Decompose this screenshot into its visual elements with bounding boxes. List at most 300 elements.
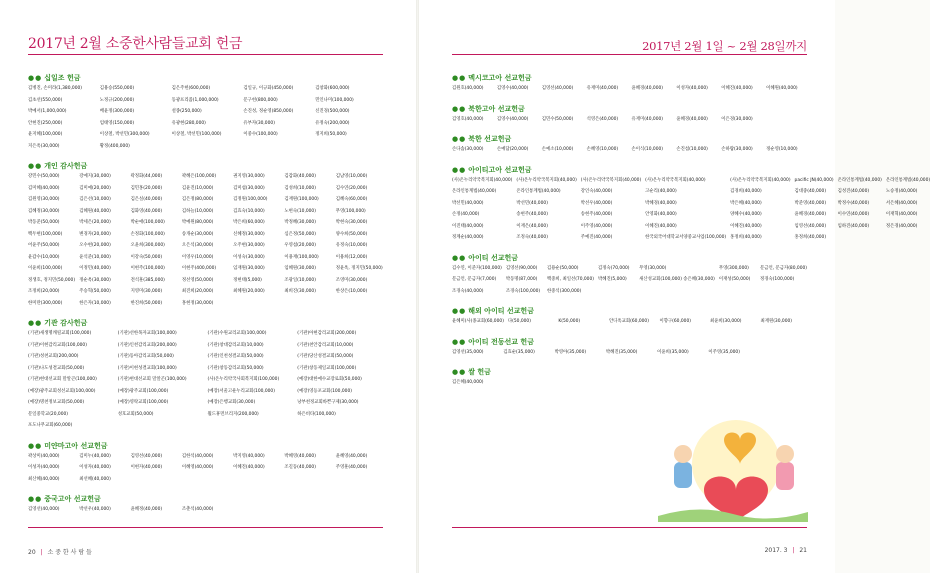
donor-entry: 김영호(40,000) <box>452 116 484 122</box>
donor-entry: 전석훈(385,000) <box>130 277 165 283</box>
donor-entry: 정현태(5,000) <box>233 277 262 283</box>
offering-section <box>452 306 807 328</box>
donor-entry: 손예담(20,000) <box>496 147 529 152</box>
donor-entry: 정생호, 정지민(50,000) <box>28 277 76 283</box>
donor-entry: 김미섭(30,000) <box>233 185 265 191</box>
donor-entry: 이혜영(40,000) <box>181 465 214 470</box>
donor-entry: 송개순(30,000) <box>181 231 214 237</box>
bullet-dots-icon: ●● <box>28 441 43 450</box>
donor-entry: 강예지(30,000) <box>79 174 111 179</box>
donor-entry: (기관)창대감리교회(10,000) <box>207 342 264 348</box>
donor-entry: 김용승(550,000) <box>99 86 135 91</box>
donor-entry: 이성자(40,000) <box>28 465 60 470</box>
section-heading <box>28 73 383 83</box>
donor-entry: 김대중(40,000) <box>794 189 827 194</box>
section-heading <box>452 367 807 377</box>
donor-entry: pacific JN(40,000) <box>794 177 834 183</box>
donor-entry: (기관)창동감리교회(50,000) <box>207 365 264 371</box>
donor-entry: K(50,000) <box>558 319 581 324</box>
donor-entry: 박세은(20,000) <box>79 220 111 225</box>
donor-entry: 박은혜(40,000) <box>730 200 762 206</box>
donor-entry: 박선민(40,000) <box>452 200 484 206</box>
donor-entry: 김은혜(40,000) <box>452 380 484 385</box>
donor-entry: 노정규(200,000) <box>99 97 135 103</box>
section-heading <box>452 337 807 347</box>
donor-entry: 양혜수(40,000) <box>730 212 762 217</box>
section-heading <box>28 318 383 328</box>
title-rule-right <box>452 54 807 55</box>
donor-entry: 무영(300,000) <box>718 265 749 271</box>
donor-entry: (사)온누리약국복지회(40,000) <box>580 177 642 183</box>
donor-entry: 박예원(80,000) <box>181 220 214 225</box>
donor-entry: 박동명(87,000) <box>505 277 538 282</box>
donor-entry: 민인나미(100,000) <box>315 97 354 103</box>
donor-entry: (기관)아현감리교회(200,000) <box>297 331 357 336</box>
offering-section <box>28 494 383 516</box>
donor-entry: (예장)명천정보교회(50,000) <box>28 400 85 405</box>
donor-entry: 김영선(40,000) <box>130 453 163 459</box>
donor-entry: 이혜진(40,000) <box>645 223 677 229</box>
donor-entry: (기관)이현감리교회(100,000) <box>28 342 87 348</box>
donor-entry: (사)온누리약국복지회(40,000) <box>452 177 513 183</box>
donor-entry: 이용재(100,000) <box>284 254 319 260</box>
donor-entry: 손다솜(30,000) <box>452 147 484 152</box>
donor-entry: 김영선(40,000) <box>541 86 574 91</box>
donor-entry: 노승정(40,000) <box>885 189 918 194</box>
donor-entry: 이주영(40,000) <box>580 223 613 229</box>
donor-entry: (사)온누리약국사회복지회(100,000) <box>207 377 280 382</box>
donor-entry: 김창화(600,000) <box>315 86 350 91</box>
donor-entry: 홍정희(40,000) <box>730 235 762 240</box>
donor-entry: 임하진(40,000) <box>837 223 870 229</box>
donor-grid <box>452 263 807 298</box>
footer-right: 2017. 3 | 21 <box>764 547 807 554</box>
date-range-title: 2017년 2월 1일 ~ 2월 28일까지 <box>642 39 807 53</box>
donor-entry: 정경숙(100,000) <box>759 277 795 282</box>
donor-grid <box>28 83 383 152</box>
donor-entry: 정윤옥, 정지민(50,000) <box>335 266 383 271</box>
donor-entry: 윤혜미(사)종교회(60,000) <box>452 319 504 324</box>
donor-entry: 박예서(1,000,000) <box>28 109 67 114</box>
donor-entry: (기관)당산성결교회(50,000) <box>297 354 354 359</box>
donor-entry: 김화영(40,000) <box>130 208 163 214</box>
donor-entry: 한은자(10,000) <box>79 300 111 306</box>
donor-entry: (기관)천안감리교회(10,000) <box>297 342 354 348</box>
section-heading <box>452 134 807 144</box>
donor-entry: 조경숙(40,000) <box>452 288 484 294</box>
donor-entry: 하은비타(100,000) <box>297 411 336 417</box>
donor-entry: 유정숙(10,000) <box>335 243 368 248</box>
donor-entry: (예장)광주교회(100,000) <box>117 388 169 394</box>
donor-entry: 성호교회(50,000) <box>117 411 154 417</box>
donor-entry: 문금언, 문금자(80,000) <box>759 265 807 271</box>
donor-entry: 박은희(60,000) <box>233 220 265 225</box>
donor-entry: 이진태(40,000) <box>452 223 484 229</box>
donor-entry: 임혜원(30,000) <box>284 266 316 271</box>
page-title: 2017년 2월 소중한사람들교회 헌금 <box>28 36 243 52</box>
bullet-dots-icon: ●● <box>28 162 43 170</box>
donor-entry: 정순옥(30,000) <box>79 277 111 283</box>
donor-entry: 박선우(40,000) <box>580 200 613 206</box>
donor-entry: 윤혜영(40,000) <box>335 453 368 459</box>
donor-entry: (사)온누리약국복지회(40,000) <box>645 177 706 183</box>
donor-entry: 김민홍(20,000) <box>130 185 163 191</box>
donor-entry: 김성희(10,000) <box>284 185 316 191</box>
donor-entry: 이현주(400,000) <box>181 266 217 271</box>
donor-entry: 김영선(90,000) <box>505 265 538 271</box>
section-heading <box>28 441 383 451</box>
donor-grid <box>452 347 807 359</box>
boy-figure <box>674 462 692 488</box>
offering-section <box>28 318 383 432</box>
section-heading <box>452 104 807 114</box>
donor-entry: 손정(40,000) <box>452 212 480 217</box>
donor-entry: 김원호(40,000) <box>452 86 484 91</box>
donor-grid <box>452 144 807 156</box>
bullet-dots-icon: ●● <box>452 368 467 376</box>
section-title: 중국고아 선교헌금 <box>44 495 101 503</box>
donor-entry: 한중석(300,000) <box>546 288 582 294</box>
boy-head <box>674 445 692 463</box>
donor-entry: 주예진(40,000) <box>580 235 613 240</box>
donor-entry: 새산성교회(100,000) 송은혜(30,000) <box>639 277 715 282</box>
donor-entry: 무영(30,000) <box>639 265 667 271</box>
donor-entry: (기관)성천교회(200,000) <box>28 354 79 359</box>
donor-entry: 윤혜정(40,000) <box>130 507 163 512</box>
donor-entry: 정계순(40,000) <box>452 235 484 240</box>
donor-entry: 유부자(30,000) <box>243 120 275 126</box>
donor-entry: 신진경(500,000) <box>315 109 350 114</box>
bullet-dots-icon: ●● <box>452 253 467 262</box>
donor-entry: 권지영(30,000) <box>233 174 265 179</box>
donor-entry: 박혜진(5,000) <box>597 277 627 282</box>
donor-entry: 김은실(40,000) <box>130 197 163 202</box>
donor-entry: 황정(400,000) <box>99 143 130 149</box>
donor-entry: 이용희(12,000) <box>335 254 368 260</box>
donor-entry: 이윤희(100,000) <box>28 266 63 271</box>
offering-section <box>452 134 807 156</box>
donor-entry: 한상은(10,000) <box>335 289 368 294</box>
donor-entry: 안영화(40,000) <box>645 212 677 217</box>
offering-section <box>28 161 383 309</box>
donor-entry: 한국외국어대학교서양중교사업(100,000) <box>645 235 727 240</box>
section-title: 해외 아이티 선교헌금 <box>468 307 534 315</box>
donor-entry: 온라인통계법(40,000) <box>516 189 561 194</box>
issue-date: 2017. 3 <box>764 547 788 554</box>
donor-entry: 김영선(35,000) <box>452 349 484 355</box>
magazine-name: 소 중 한 사 람 들 <box>47 549 92 556</box>
donor-entry: 백두현(100,000) <box>28 231 63 237</box>
donor-entry: 온라인통계법(40,000) <box>452 189 497 194</box>
donor-entry: 최재원(30,000) <box>760 319 792 324</box>
donor-entry: (예장)영락교회(100,000) <box>117 400 169 405</box>
donor-entry: 어윤주(50,000) <box>28 243 60 248</box>
donor-entry: 김병진, 손미라(1,380,000) <box>28 86 83 91</box>
donor-entry: 박준영(40,000) <box>794 200 827 206</box>
footer-left: 20 | 소 중 한 사 람 들 <box>28 549 92 556</box>
page-number-right: 21 <box>799 547 807 554</box>
donor-entry: 강민수(50,000) <box>28 174 60 179</box>
donor-entry: 최윤희(30,000) <box>709 319 742 324</box>
donor-entry: 우영섭(20,000) <box>284 243 316 248</box>
donor-entry: (기관)현대선교회 말알곤(100,000) <box>28 377 97 382</box>
donor-grid <box>28 504 383 516</box>
section-title: 북한 선교헌금 <box>468 135 512 143</box>
page-gutter <box>416 0 419 573</box>
donor-entry: (기관)인천성결교회(50,000) <box>207 354 264 359</box>
donor-entry: 박정혜(30,000) <box>284 220 316 225</box>
donor-entry: 김미누(40,000) <box>79 453 111 459</box>
bullet-dots-icon: ●● <box>452 135 467 143</box>
donor-entry: 김은주헌(600,000) <box>171 86 211 91</box>
donor-entry: 김윤진(10,000) <box>181 185 214 191</box>
donor-entry: 김미예(20,000) <box>79 185 111 191</box>
section-heading <box>28 494 383 504</box>
section-title: 아이티 전동선교 헌금 <box>468 337 534 346</box>
donor-entry: 조경숙(100,000) <box>505 288 541 294</box>
donor-entry: 이재은(40,000) <box>516 223 548 229</box>
section-heading <box>28 161 383 171</box>
donor-entry: 유광현(280,000) <box>171 120 206 126</box>
offering-section <box>452 73 807 95</box>
donor-entry: 양수희(50,000) <box>335 231 368 237</box>
donor-entry: 지은옥(30,000) <box>28 143 60 149</box>
donor-entry: 홍현정(30,000) <box>181 300 214 306</box>
couple-heart-illustration <box>658 412 808 522</box>
donor-entry: 박선우(40,000) <box>79 507 111 512</box>
donor-entry: (예장)은행교회(30,000) <box>207 400 256 405</box>
donor-entry: 유재미(40,000) <box>631 116 664 122</box>
donor-entry: 윤갑수(10,000) <box>28 254 60 260</box>
section-title: 십일조 헌금 <box>44 74 81 82</box>
donor-grid <box>452 83 807 95</box>
title-rule-left <box>28 54 383 55</box>
offering-section <box>452 253 807 298</box>
section-title: 북한고아 선교헌금 <box>468 104 525 113</box>
donor-entry: 김민수(50,000) <box>541 116 574 122</box>
donor-entry: 김은선(10,000) <box>79 197 111 202</box>
donor-grid <box>452 175 930 244</box>
donor-entry: 박순애(100,000) <box>130 220 165 225</box>
donor-entry: 백중희, 최일선(70,000) <box>546 277 594 282</box>
donor-entry: 최진희(20,000) <box>181 289 214 294</box>
donor-entry: 조정희(20,000) <box>28 289 60 294</box>
donor-entry: 온라인통계법(40,000) <box>885 177 930 183</box>
donor-entry: 유정숙(200,000) <box>315 120 350 126</box>
donor-entry: 김남영(10,000) <box>335 174 368 179</box>
donor-entry: 김은정(80,000) <box>181 197 214 202</box>
donor-entry: 오윤희(300,000) <box>130 243 165 248</box>
donor-entry: 송현주(40,000) <box>580 212 613 217</box>
offering-section <box>452 104 807 126</box>
donor-entry: 문일중학교(20,000) <box>28 411 68 417</box>
donor-entry: 김정숙(70,000) <box>597 265 630 271</box>
donor-entry: (사)온누리약국복지회(40,000) <box>516 177 577 183</box>
donor-entry: 조영미(30,000) <box>335 277 368 283</box>
section-title: 아이티 선교헌금 <box>468 253 518 262</box>
donor-entry: 김갑화(40,000) <box>284 174 316 179</box>
donor-entry: 이재성(50,000) <box>718 277 751 282</box>
donor-entry: 오주현(30,000) <box>233 243 265 248</box>
donor-entry: 낭부천정교회바쁜구제(30,000) <box>297 400 359 405</box>
donor-entry: 곽정화(44,000) <box>130 174 163 179</box>
donor-entry: 곽혜은(100,000) <box>181 174 217 179</box>
donor-grid <box>452 114 807 126</box>
donor-entry: (기관)선한목자교회(100,000) <box>117 331 177 336</box>
donor-entry: 조광일(10,000) <box>284 277 316 283</box>
donor-entry: 조길동(40,000) <box>284 465 316 470</box>
donor-entry: 이재혁(40,000) <box>885 212 918 217</box>
bullet-dots-icon: ●● <box>452 165 467 174</box>
donor-entry: 변경자(20,000) <box>79 231 111 237</box>
section-heading <box>452 253 807 263</box>
bullet-dots-icon: ●● <box>28 74 43 82</box>
donor-entry: 김재원(100,000) <box>284 197 319 202</box>
donor-entry: 고순리(40,000) <box>645 189 677 194</box>
section-title: 기관 감사헌금 <box>44 319 88 327</box>
section-title: 멕시코고아 선교헌금 <box>468 74 532 82</box>
donor-entry: 이혜진(40,000) <box>233 465 265 470</box>
donor-entry: 김혜원(40,000) <box>79 208 111 214</box>
donor-grid <box>452 377 807 389</box>
donor-entry: 이은경(30,000) <box>721 116 753 122</box>
donor-entry: 박혜경(40,000) <box>645 200 677 206</box>
donor-entry: 설종(250,000) <box>171 109 202 114</box>
donor-entry: 오은석(30,000) <box>181 243 214 248</box>
donor-entry: 이정민(40,000) <box>79 266 111 271</box>
donor-entry: 이현주(100,000) <box>130 266 165 271</box>
donor-entry: (기관)동아감리교회(50,000) <box>117 354 174 359</box>
donor-entry: 박혜영(40,000) <box>284 453 316 459</box>
bullet-dots-icon: ●● <box>452 74 467 82</box>
donor-entry: 최산혜(40,000) <box>28 476 60 482</box>
donor-grid <box>452 316 807 328</box>
page-number-left: 20 <box>28 549 36 556</box>
donor-entry: 이향구(60,000) <box>659 319 691 324</box>
section-title: 아이티고아 선교헌금 <box>468 165 532 174</box>
donor-entry: 손정화(100,000) <box>130 231 165 237</box>
donor-entry: 김효순(35,000) <box>503 349 535 355</box>
girl-figure <box>776 462 794 490</box>
donor-entry: 이혜진(40,000) <box>721 86 753 91</box>
donor-entry: 다(50,000) <box>507 319 531 324</box>
offering-section <box>28 441 383 486</box>
donor-entry: 이상철, 박선민(100,000) <box>171 132 222 137</box>
donor-entry: 손이식(10,000) <box>631 147 664 152</box>
donor-entry: 정은경(40,000) <box>885 223 918 229</box>
donor-entry: (기관)현대선교회 말알곤(100,000) <box>117 377 187 382</box>
donor-entry: 노현숙(10,000) <box>284 208 316 214</box>
donor-entry: (예장)영등포교회(100,000) <box>297 388 352 394</box>
donor-entry: 박선민(40,000) <box>516 200 548 206</box>
donor-entry: 박정수(40,000) <box>837 200 870 206</box>
donor-entry: 김경희(40,000) <box>730 189 762 194</box>
bullet-dots-icon: ●● <box>28 319 43 327</box>
footer-rule-right <box>452 527 807 528</box>
donor-entry: (사)온누리약국복지회(40,000) <box>730 177 791 183</box>
donor-entry: 김초선(550,000) <box>28 97 63 103</box>
donor-grid <box>28 451 383 486</box>
donor-entry: 김성진(40,000) <box>837 189 870 194</box>
donor-entry: 손진섭(10,000) <box>676 147 708 152</box>
donor-entry: 이상철, 박선민(300,000) <box>99 132 150 137</box>
donor-entry: 김하늘(10,000) <box>181 208 214 214</box>
donor-entry: 배윤정(300,000) <box>99 109 135 114</box>
donor-entry: 윤혜경(40,000) <box>631 86 664 91</box>
bullet-dots-icon: ●● <box>452 307 467 315</box>
donor-entry: 김한석(40,000) <box>181 453 214 459</box>
donor-entry: 이혜원(40,000) <box>766 86 798 91</box>
donor-entry: 김수연(20,000) <box>335 185 368 191</box>
donor-entry: 박현숙(30,000) <box>335 220 368 225</box>
donor-entry: 이성숙(30,000) <box>233 254 265 260</box>
donor-entry: (기관)수원교리교회(100,000) <box>207 331 267 336</box>
donor-entry: 박지영(40,000) <box>233 453 265 459</box>
donor-entry: 이윤희(35,000) <box>657 349 689 355</box>
donor-entry: 주영훈(40,000) <box>335 465 368 470</box>
donor-entry: 홍정희(40,000) <box>794 235 827 240</box>
donor-entry: 손예소(10,000) <box>541 147 574 152</box>
donor-entry: 유재미(40,000) <box>586 86 619 91</box>
donor-entry: 임재원(30,000) <box>233 266 265 271</box>
donor-entry: 김일규, 이규화(450,000) <box>243 86 294 91</box>
donor-entry: 김영수(40,000) <box>496 116 529 122</box>
section-heading <box>452 73 807 83</box>
donor-entry: 문금언, 문금자(7,000) <box>452 277 497 282</box>
donor-entry: 윤혜경(40,000) <box>676 116 708 122</box>
donor-entry: 김원영(30,000) <box>28 197 60 202</box>
donor-entry: 이강숙(50,000) <box>130 254 163 260</box>
donor-entry: 최혜원(20,000) <box>233 289 265 294</box>
donor-entry: 윤석준(10,000) <box>79 254 111 260</box>
donor-entry: (기관)인천감리교회(200,000) <box>117 342 177 348</box>
donor-entry: 한진희(50,000) <box>130 300 163 306</box>
donor-entry: 조정숙(40,000) <box>516 235 548 240</box>
bullet-dots-icon: ●● <box>452 104 467 113</box>
donor-entry: 김수연, 이준자(100,000) <box>452 265 502 271</box>
donor-entry: 이혜진(40,000) <box>730 223 762 229</box>
section-title: 개인 감사헌금 <box>44 162 88 170</box>
donor-entry: 안현진(250,000) <box>28 120 63 126</box>
donor-entry: 안디옥교회(60,000) <box>608 319 649 324</box>
bullet-dots-icon: ●● <box>28 495 43 503</box>
donor-entry: 정선영(50,000) <box>181 277 214 283</box>
section-heading <box>452 165 807 175</box>
donor-entry: (기관)창동제일교회(100,000) <box>297 365 357 371</box>
donor-entry: 윤지혜(100,000) <box>28 132 63 137</box>
donor-entry: 엄태영(150,000) <box>99 120 135 126</box>
donor-entry: 이주영(35,000) <box>708 349 740 355</box>
donor-entry: (예장)서울고운누리교회(100,000) <box>207 388 275 394</box>
donor-entry: 이중수(100,000) <box>243 132 278 137</box>
donor-entry: 이성자(40,000) <box>79 465 111 470</box>
donor-entry: 한미란(300,000) <box>28 300 63 306</box>
donor-entry: (기관)이현성결교회(100,000) <box>117 365 177 371</box>
girl-head <box>776 445 794 463</box>
donor-entry: 동광프리즘(1,000,000) <box>171 97 219 103</box>
donor-grid <box>28 171 383 309</box>
donor-entry: 손하람(30,000) <box>721 147 753 152</box>
donor-entry: 송현주(40,000) <box>516 212 548 217</box>
donor-entry: 정순영(10,000) <box>766 147 798 152</box>
donor-entry: 김미혜(40,000) <box>28 185 60 191</box>
donor-entry: 곽상미(40,000) <box>28 453 60 459</box>
donor-entry: 문구헌(800,000) <box>243 97 278 103</box>
donor-entry: 김혜숙(60,000) <box>335 197 368 202</box>
section-title: 미얀마고아 선교헌금 <box>44 441 108 450</box>
offering-section <box>28 73 383 152</box>
donor-entry: 윤혜경(40,000) <box>794 212 827 217</box>
